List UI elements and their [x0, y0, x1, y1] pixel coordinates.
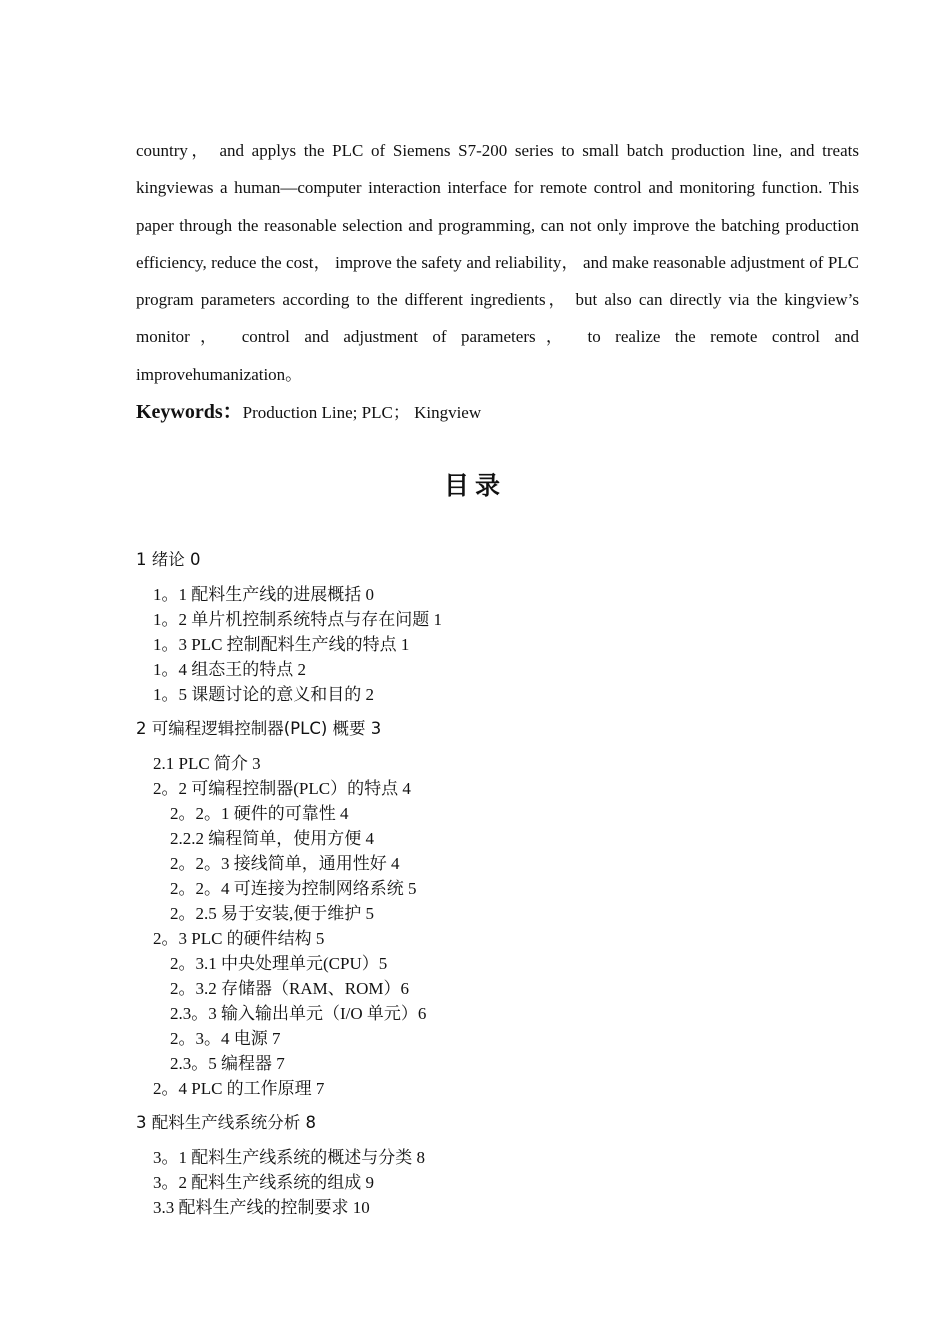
toc-entry[interactable]: 2.3。5 编程器 7 [170, 1054, 285, 1073]
toc-entry[interactable]: 2。4 PLC 的工作原理 7 [153, 1079, 325, 1098]
toc-entry[interactable]: 1。4 组态王的特点 2 [153, 660, 306, 679]
toc-entry[interactable]: 2。2。3 接线简单，通用性好 4 [170, 854, 400, 873]
toc-entry[interactable]: 2。2。4 可连接为控制网络系统 5 [170, 879, 417, 898]
toc-entry[interactable]: 2。2.5 易于安装,便于维护 5 [170, 904, 374, 923]
toc-entry[interactable]: 2.1 PLC 简介 3 [153, 754, 261, 773]
toc-entry[interactable]: 1。3 PLC 控制配料生产线的特点 1 [153, 635, 410, 654]
toc-title: 目录 [443, 471, 506, 500]
keywords-value: Production Line; PLC； Kingview [242, 403, 482, 422]
toc-entry[interactable]: 1 绪论 0 [136, 550, 201, 569]
toc-entry[interactable]: 2。2。1 硬件的可靠性 4 [170, 804, 349, 823]
abstract-paragraph: country， and applys the PLC of Siemens S7-200 series to small batch production line, and treats kingviewas a human—computer interaction interface for remote control and monitoring function. This paper through the reasonable selection and programming, can not only improve the batching production efficiency, reduce the cost， improve the safety and reliability， and make reasonable adjustment of PLC program parameters according to the different ingredients， but also can directly via the kingview’s monitor， control and adjustment of parameters， to realize the remote control and improvehumanization。 [136, 141, 859, 384]
toc-entry[interactable]: 3。2 配料生产线系统的组成 9 [153, 1173, 374, 1192]
toc-entry[interactable]: 2.2.2 编程简单，使用方便 4 [170, 829, 374, 848]
toc-entry[interactable]: 3。1 配料生产线系统的概述与分类 8 [153, 1148, 425, 1167]
toc-entry[interactable]: 2 可编程逻辑控制器(PLC) 概要 3 [136, 719, 382, 738]
toc-entry[interactable]: 2。3.2 存储器（RAM、ROM）6 [170, 979, 409, 998]
toc-entry[interactable]: 1。2 单片机控制系统特点与存在问题 1 [153, 610, 442, 629]
keywords-line [136, 395, 481, 424]
toc-entry[interactable]: 2.3。3 输入输出单元（I/O 单元）6 [170, 1004, 427, 1023]
toc-entry[interactable]: 2。3 PLC 的硬件结构 5 [153, 929, 325, 948]
keywords-label: Keywords： [136, 401, 243, 423]
toc-entry[interactable]: 2。3。4 电源 7 [170, 1029, 281, 1048]
toc-entry[interactable]: 1。1 配料生产线的进展概括 0 [153, 585, 374, 604]
toc-entry[interactable]: 3.3 配料生产线的控制要求 10 [153, 1198, 370, 1217]
toc-entry[interactable]: 2。2 可编程控制器(PLC）的特点 4 [153, 779, 411, 798]
toc-entry[interactable]: 3 配料生产线系统分析 8 [136, 1113, 316, 1132]
toc-entry[interactable]: 1。5 课题讨论的意义和目的 2 [153, 685, 374, 704]
toc-entry[interactable]: 2。3.1 中央处理单元(CPU）5 [170, 954, 388, 973]
